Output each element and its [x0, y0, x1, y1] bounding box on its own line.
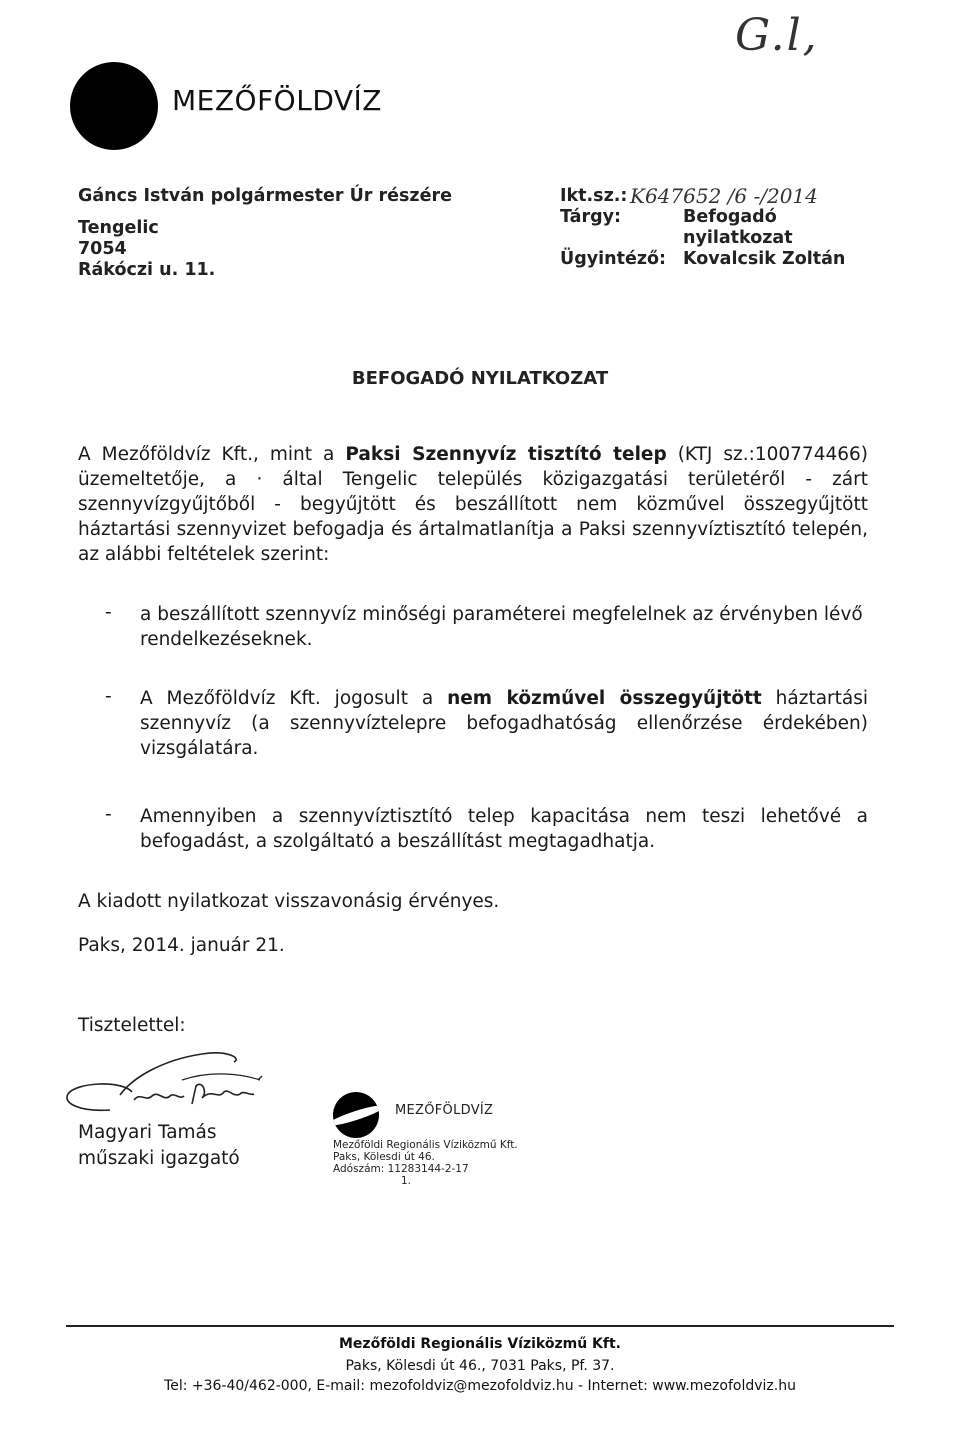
condition-text: a beszállított szennyvíz minőségi paraméterei megfelelnek az érvényben lévő rendelkezéseknek. [140, 604, 863, 650]
stamp-line: Adószám: 11283144-2-17 [333, 1163, 469, 1175]
condition-text: háztartási szennyvíz (a szennyvíztelepre befogadhatóság ellenőrzése érdekében) vizsgálatára. [140, 688, 869, 759]
bullet-dash: - [105, 804, 112, 825]
handwritten-note: G.l, [735, 10, 819, 61]
footer-divider [66, 1325, 894, 1327]
footer-company: Mezőföldi Regionális Víziközmű Kft. [339, 1336, 621, 1352]
document-title: BEFOGADÓ NYILATKOZAT [351, 368, 609, 389]
footer-contact: Tel: +36-40/462-000, E-mail: mezofoldviz@mezofoldviz.hu - Internet: www.mezofoldviz.hu [164, 1378, 796, 1394]
stamp-company-name: MEZŐFÖLDVÍZ [395, 1103, 494, 1118]
intro-text-bold: Paksi Szennyvíz tisztító telep [345, 444, 667, 465]
intro-text: (KTJ sz.:100774466) üzemeltetője, a · által Tengelic település közigazgatási területéről - zárt szennyvízgyűjtőből - begyűjtött és beszállított nem közművel összegyűjtött háztartási szennyvizet befogadja és ártalmatlanítja a Paksi szennyvíztisztító telepén, az alábbi feltételek szerint: [78, 444, 868, 565]
bullet-dash: - [105, 686, 112, 707]
officer-value: Kovalcsik Zoltán [683, 249, 846, 269]
condition-text: A Mezőföldvíz Kft. jogosult a [140, 688, 448, 709]
place-date: Paks, 2014. január 21. [78, 935, 285, 956]
recipient-line: Gáncs István polgármester Úr részére [78, 186, 452, 206]
condition-text-bold: nem közművel összegyűjtött [447, 688, 762, 709]
company-name: MEZŐFÖLDVÍZ [172, 84, 382, 117]
recipient-line: 7054 [78, 239, 127, 259]
closing-salutation: Tisztelettel: [78, 1015, 186, 1036]
recipient-line: Rákóczi u. 11. [78, 260, 216, 280]
subject-value: nyilatkozat [683, 228, 793, 248]
signer-block [78, 1120, 240, 1172]
stamp-line: Paks, Kölesdi út 46. [333, 1151, 435, 1163]
stamp-line: Mezőföldi Regionális Víziközmű Kft. [333, 1139, 518, 1151]
condition-item [140, 686, 868, 761]
stamp-logo-icon [333, 1092, 379, 1138]
validity-statement: A kiadott nyilatkozat visszavonásig érvényes. [78, 891, 500, 912]
stamp-line: 1. [401, 1175, 412, 1187]
signer-role: műszaki igazgató [78, 1148, 240, 1169]
condition-item [140, 804, 868, 854]
ikt-label: Ikt.sz.: [560, 186, 628, 206]
condition-item [140, 602, 868, 652]
intro-paragraph [78, 442, 868, 567]
reference-block [560, 186, 860, 270]
signature-image [62, 1040, 302, 1130]
bullet-dash: - [105, 602, 112, 623]
recipient-address [78, 186, 452, 281]
officer-label: Ügyintéző: [560, 249, 667, 269]
recipient-line: Tengelic [78, 218, 159, 238]
signer-name: Magyari Tamás [78, 1122, 217, 1143]
condition-text: Amennyiben a szennyvíztisztító telep kapacitása nem teszi lehetővé a befogadást, a szolgáltató a beszállítást megtagadhatja. [140, 806, 868, 852]
ikt-value: K647652 /6 -/2014 [630, 184, 818, 208]
subject-label: Tárgy: [560, 207, 622, 227]
company-logo-icon [70, 62, 158, 150]
intro-text: A Mezőföldvíz Kft., mint a [78, 444, 346, 465]
subject-value: Befogadó [683, 207, 777, 227]
stamp-details [333, 1139, 518, 1187]
footer-address: Paks, Kölesdi út 46., 7031 Paks, Pf. 37. [345, 1358, 615, 1374]
